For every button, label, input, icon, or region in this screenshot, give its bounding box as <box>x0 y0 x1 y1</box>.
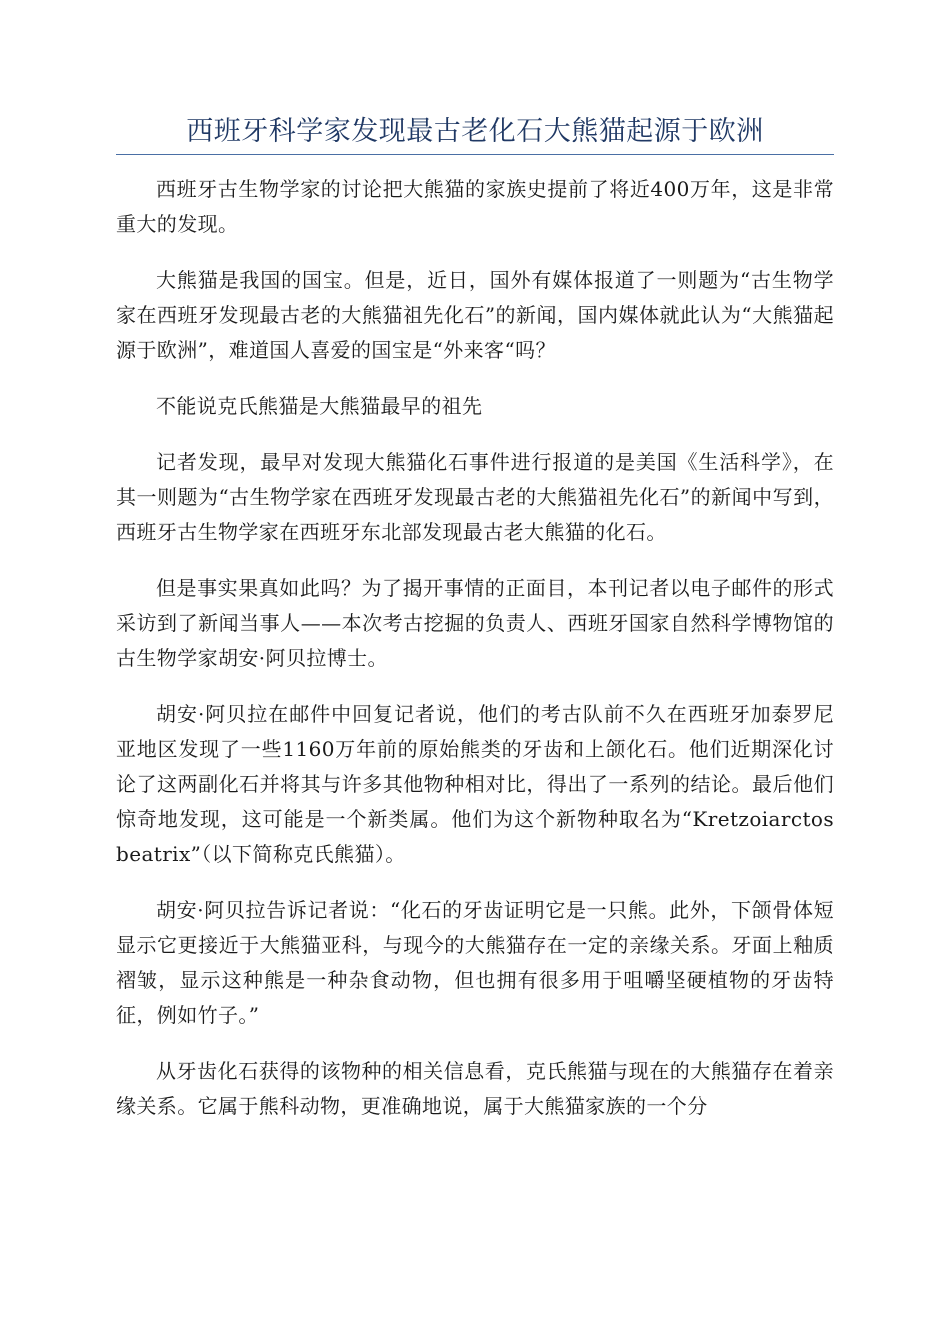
document-body <box>116 172 855 1145</box>
document-title: 西班牙科学家发现最古老化石大熊猫起源于欧洲 <box>186 116 764 147</box>
title-underline <box>116 154 834 155</box>
section-heading: 不能说克氏熊猫是大熊猫最早的祖先 <box>156 394 483 418</box>
paragraph-5: 胡安·阿贝拉在邮件中回复记者说，他们的考古队前不久在西班牙加泰罗尼亚地区发现了一些1160万年前的原始熊类的牙齿和上颌化石。他们近期深化讨论了这两副化石并将其与许多其他物种相对比，得出了一系列的结论。最后他们惊奇地发现，这可能是一个新类属。他们为这个新物种取名为“Kretzoiarctos beatrix”（以下简称克氏熊猫）。 <box>116 702 855 866</box>
paragraph-6: 胡安·阿贝拉告诉记者说：“化石的牙齿证明它是一只熊。此外，下颌骨体短显示它更接近于大熊猫亚科，与现今的大熊猫存在一定的亲缘关系。牙面上釉质褶皱，显示这种熊是一种杂食动物，但也拥有很多用于咀嚼坚硬植物的牙齿特征，例如竹子。” <box>116 898 834 1027</box>
paragraph-7: 从牙齿化石获得的该物种的相关信息看，克氏熊猫与现在的大熊猫存在着亲缘关系。它属于熊科动物，更准确地说，属于大熊猫家族的一个分 <box>116 1059 834 1118</box>
paragraph-3: 记者发现，最早对发现大熊猫化石事件进行报道的是美国《生活科学》，在其一则题为“古生物学家在西班牙发现最古老的大熊猫祖先化石”的新闻中写到，西班牙古生物学家在西班牙东北部发现最古老大熊猫的化石。 <box>116 450 834 544</box>
paragraph-2: 大熊猫是我国的国宝。但是，近日，国外有媒体报道了一则题为“古生物学家在西班牙发现最古老的大熊猫祖先化石”的新闻，国内媒体就此认为“大熊猫起源于欧洲”，难道国人喜爱的国宝是“外来客“吗？ <box>116 268 834 362</box>
paragraph-4: 但是事实果真如此吗？为了揭开事情的正面目，本刊记者以电子邮件的形式采访到了新闻当事人——本次考古挖掘的负责人、西班牙国家自然科学博物馆的古生物学家胡安·阿贝拉博士。 <box>116 576 834 670</box>
paragraph-1: 西班牙古生物学家的讨论把大熊猫的家族史提前了将近400万年，这是非常重大的发现。 <box>116 177 834 236</box>
